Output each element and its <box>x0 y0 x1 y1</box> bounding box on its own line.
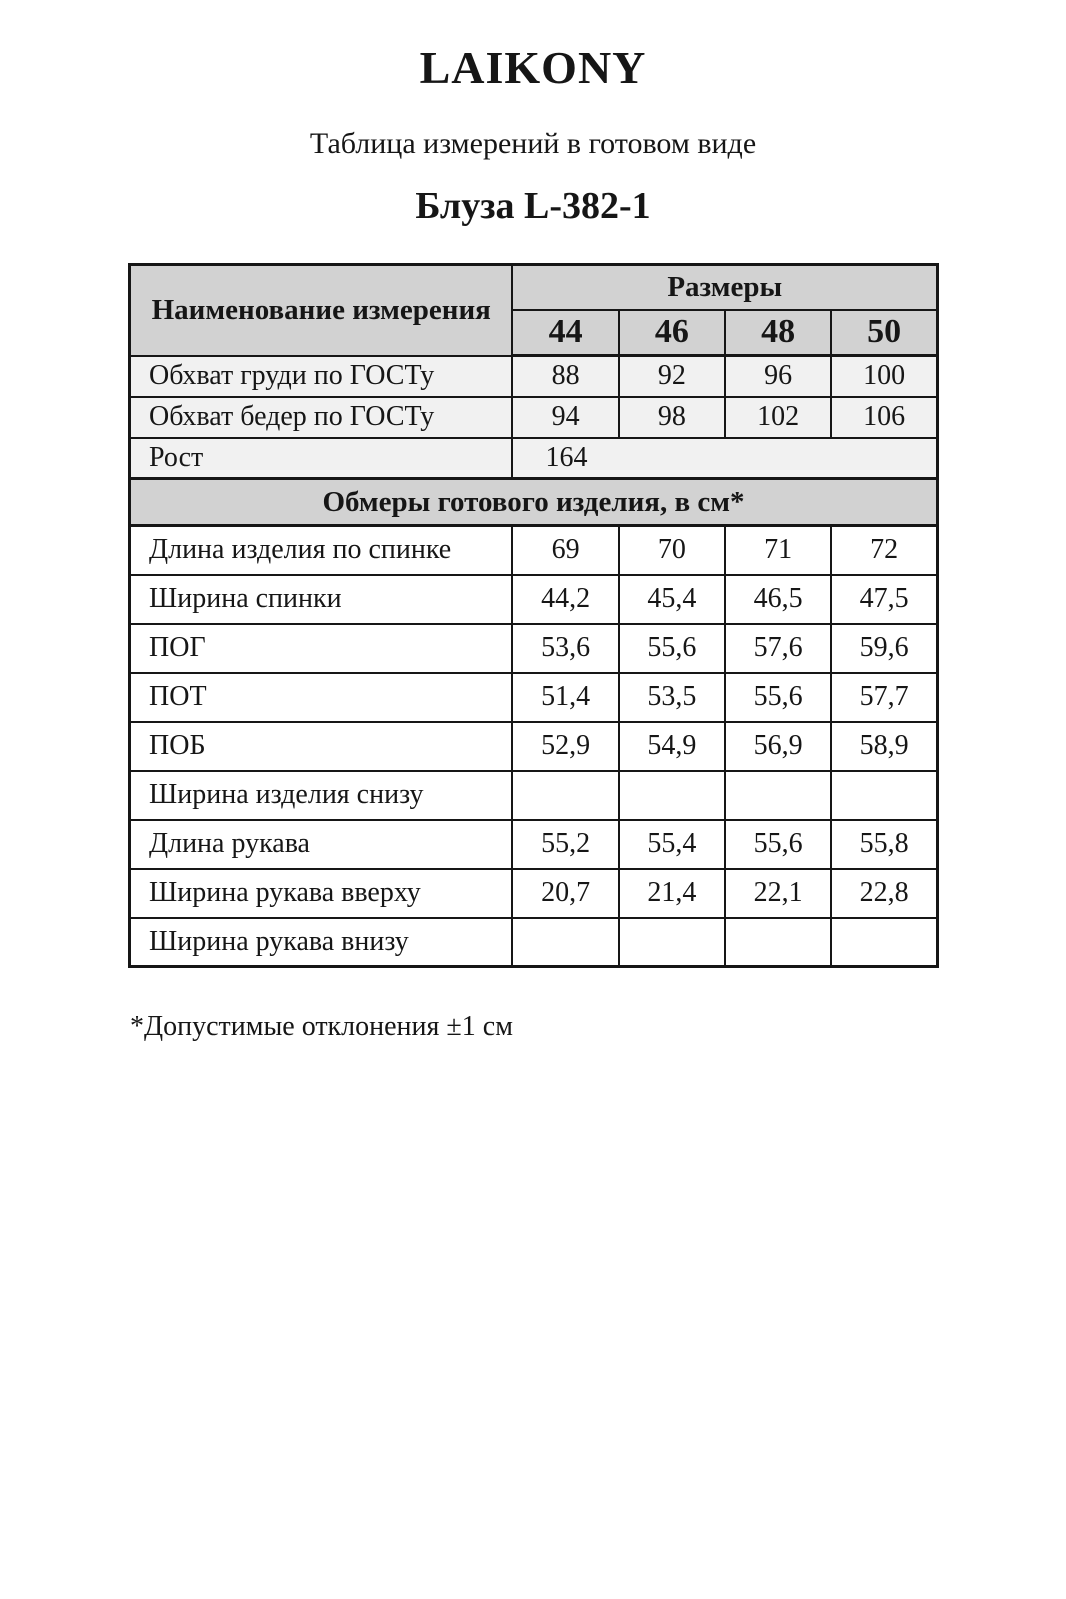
value-cell: 96 <box>725 356 831 397</box>
value-cell: 58,9 <box>831 722 937 771</box>
row-label: Обхват груди по ГОСТу <box>130 356 513 397</box>
header-row-top <box>130 265 938 310</box>
table-row <box>130 479 938 526</box>
value-cell: 52,9 <box>512 722 618 771</box>
value-cell: 55,8 <box>831 820 937 869</box>
value-cell: 53,5 <box>619 673 725 722</box>
value-cell: 71 <box>725 526 831 575</box>
table-row <box>130 438 938 479</box>
value-cell: 55,6 <box>725 820 831 869</box>
table-row <box>130 624 938 673</box>
value-cell: 100 <box>831 356 937 397</box>
table-row <box>130 820 938 869</box>
row-label: Ширина рукава вверху <box>130 869 513 918</box>
row-label: ПОБ <box>130 722 513 771</box>
row-label: Длина изделия по спинке <box>130 526 513 575</box>
value-cell: 20,7 <box>512 869 618 918</box>
value-cell <box>512 771 618 820</box>
row-label: ПОТ <box>130 673 513 722</box>
value-cell: 106 <box>831 397 937 438</box>
value-cell: 55,6 <box>725 673 831 722</box>
value-cell: 98 <box>619 397 725 438</box>
value-cell: 92 <box>619 356 725 397</box>
size-column-header: 44 <box>512 310 618 356</box>
value-cell: 45,4 <box>619 575 725 624</box>
value-cell: 55,4 <box>619 820 725 869</box>
row-label: Длина рукава <box>130 820 513 869</box>
product-title: Блуза L-382-1 <box>415 185 651 228</box>
table-row <box>130 918 938 967</box>
table-row <box>130 771 938 820</box>
value-cell: 21,4 <box>619 869 725 918</box>
value-cell: 57,6 <box>725 624 831 673</box>
value-cell: 51,4 <box>512 673 618 722</box>
value-cell <box>619 918 725 967</box>
value-cell: 72 <box>831 526 937 575</box>
column-header-name: Наименование измерения <box>130 265 513 356</box>
value-cell: 59,6 <box>831 624 937 673</box>
value-cell: 88 <box>512 356 618 397</box>
value-cell: 94 <box>512 397 618 438</box>
row-label: Ширина изделия снизу <box>130 771 513 820</box>
size-column-header: 46 <box>619 310 725 356</box>
value-cell: 55,6 <box>619 624 725 673</box>
measurement-table <box>128 263 939 968</box>
document-subtitle: Таблица измерений в готовом виде <box>309 126 757 160</box>
table-row <box>130 356 938 397</box>
table-row <box>130 526 938 575</box>
size-column-header: 48 <box>725 310 831 356</box>
value-cell: 22,1 <box>725 869 831 918</box>
row-label: Рост <box>130 438 513 479</box>
value-cell <box>512 918 618 967</box>
value-cell: 102 <box>725 397 831 438</box>
row-label: Ширина спинки <box>130 575 513 624</box>
column-header-sizes: Размеры <box>512 265 937 310</box>
row-label: Ширина рукава внизу <box>130 918 513 967</box>
table-row <box>130 869 938 918</box>
section-header-cell: Обмеры готового изделия, в см* <box>130 479 938 526</box>
tolerance-footnote: *Допустимые отклонения ±1 см <box>130 1011 513 1043</box>
value-cell: 69 <box>512 526 618 575</box>
value-cell: 46,5 <box>725 575 831 624</box>
merged-value-cell: 164 <box>512 438 937 479</box>
table-row <box>130 673 938 722</box>
size-column-header: 50 <box>831 310 937 356</box>
value-cell: 22,8 <box>831 869 937 918</box>
brand-title: LAIKONY <box>419 42 647 93</box>
value-cell <box>831 918 937 967</box>
value-cell <box>725 771 831 820</box>
value-cell <box>831 771 937 820</box>
value-cell: 57,7 <box>831 673 937 722</box>
value-cell: 70 <box>619 526 725 575</box>
value-cell: 44,2 <box>512 575 618 624</box>
value-cell: 55,2 <box>512 820 618 869</box>
value-cell: 54,9 <box>619 722 725 771</box>
table-row <box>130 575 938 624</box>
value-cell <box>619 771 725 820</box>
table-row <box>130 397 938 438</box>
value-cell: 56,9 <box>725 722 831 771</box>
row-label: Обхват бедер по ГОСТу <box>130 397 513 438</box>
row-label: ПОГ <box>130 624 513 673</box>
value-cell <box>725 918 831 967</box>
table-row <box>130 722 938 771</box>
value-cell: 47,5 <box>831 575 937 624</box>
table-body <box>130 356 938 967</box>
value-cell: 53,6 <box>512 624 618 673</box>
